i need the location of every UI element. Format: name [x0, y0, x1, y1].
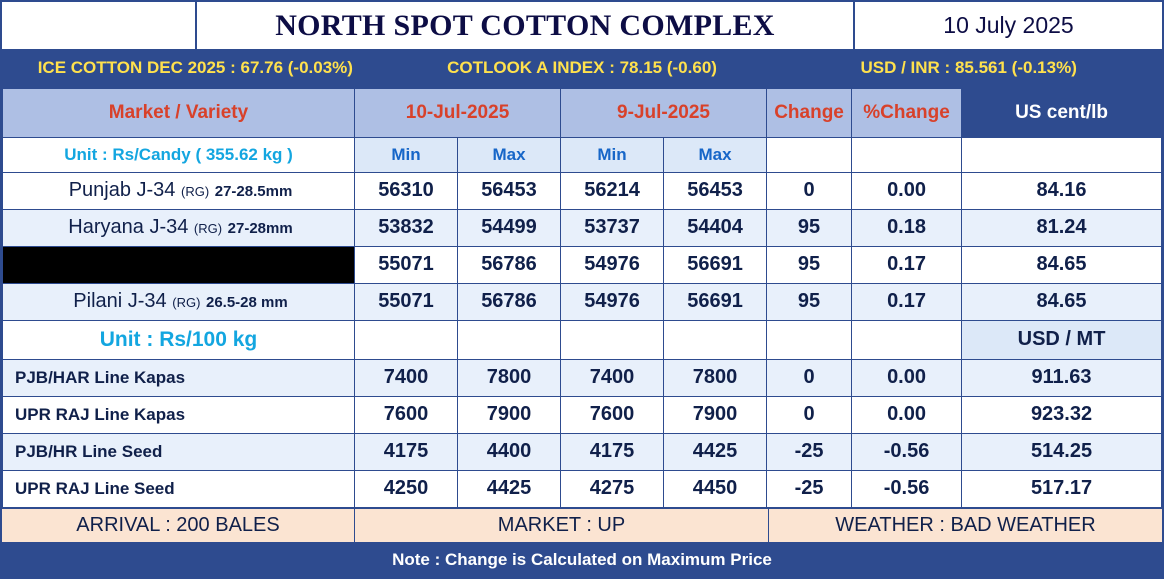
footer-note: Note : Change is Calculated on Maximum Price	[2, 542, 1162, 577]
col-market-variety: Market / Variety	[3, 88, 355, 137]
quote-usd-inr: USD / INR : 85.561 (-0.13%)	[860, 58, 1077, 78]
cell-pct-change: 0.18	[852, 209, 962, 246]
quote-ice-cotton: ICE COTTON DEC 2025 : 67.76 (-0.03%)	[37, 58, 353, 78]
status-weather: WEATHER : BAD WEATHER	[835, 513, 1096, 536]
cell-min-prev: 53737	[561, 209, 664, 246]
cell-change: -25	[767, 433, 852, 470]
cell-min-prev: 54976	[561, 246, 664, 283]
cell-pct-change: 0.17	[852, 246, 962, 283]
cell-min-prev: 7400	[561, 359, 664, 396]
subcol-blank-uscent	[962, 137, 1162, 172]
unit-blank-5	[767, 320, 852, 359]
cell-max-prev: 7900	[664, 396, 767, 433]
unit-row-rs100kg	[3, 320, 1162, 359]
cell-min-prev: 56214	[561, 172, 664, 209]
cell-min-prev: 4275	[561, 470, 664, 507]
cell-max-today: 54499	[458, 209, 561, 246]
unit-blank-1	[355, 320, 458, 359]
cell-max-prev: 54404	[664, 209, 767, 246]
unit-blank-2	[458, 320, 561, 359]
row-product-name: PJB/HR Line Seed	[3, 433, 355, 470]
cell-max-today: 56786	[458, 283, 561, 320]
cell-usd-mt: 517.17	[962, 470, 1162, 507]
cell-max-today: 7800	[458, 359, 561, 396]
cell-pct-change: -0.56	[852, 433, 962, 470]
cell-change: 95	[767, 246, 852, 283]
cell-max-today: 4400	[458, 433, 561, 470]
quote-cotlook-a-index: COTLOOK A INDEX : 78.15 (-0.60)	[447, 58, 717, 78]
row-product-name: PJB/HAR Line Kapas	[3, 359, 355, 396]
variety-grade: (RG)	[193, 221, 223, 237]
table-row	[3, 172, 1162, 209]
variety-label: Punjab J-34	[68, 179, 176, 202]
cell-us-cent: 84.65	[962, 246, 1162, 283]
cell-min-today: 4250	[355, 470, 458, 507]
cell-change: 0	[767, 172, 852, 209]
cell-us-cent: 84.16	[962, 172, 1162, 209]
col-date-today: 10-Jul-2025	[355, 88, 561, 137]
cell-min-prev: 54976	[561, 283, 664, 320]
cell-max-today: 7900	[458, 396, 561, 433]
variety-staple: 27-28.5mm	[214, 183, 293, 201]
table-row	[3, 433, 1162, 470]
cell-usd-mt: 911.63	[962, 359, 1162, 396]
title-bar	[2, 2, 1162, 51]
page-title: NORTH SPOT COTTON COMPLEX	[197, 2, 855, 49]
status-market: MARKET : UP	[355, 509, 769, 542]
cell-max-today: 56453	[458, 172, 561, 209]
table-header-row	[3, 88, 1162, 137]
cell-us-cent: 84.65	[962, 283, 1162, 320]
cell-usd-mt: 923.32	[962, 396, 1162, 433]
status-bar	[2, 508, 1162, 542]
unit-blank-6	[852, 320, 962, 359]
unit-candy-label: Unit : Rs/Candy ( 355.62 kg )	[3, 137, 355, 172]
cell-pct-change: 0.17	[852, 283, 962, 320]
cell-pct-change: 0.00	[852, 359, 962, 396]
price-table	[2, 88, 1162, 508]
cell-pct-change: 0.00	[852, 172, 962, 209]
variety-grade: (RG)	[181, 184, 210, 200]
table-row	[3, 470, 1162, 507]
title-left-spacer	[2, 2, 197, 49]
col-date-prev: 9-Jul-2025	[561, 88, 767, 137]
unit-blank-4	[664, 320, 767, 359]
cell-max-prev: 4425	[664, 433, 767, 470]
cell-min-today: 53832	[355, 209, 458, 246]
col-us-cent-lb: US cent/lb	[962, 88, 1162, 137]
variety-staple: 26.5-28 mm	[205, 294, 288, 312]
cell-min-today: 7400	[355, 359, 458, 396]
table-row	[3, 396, 1162, 433]
variety-grade: (RG)	[172, 295, 201, 311]
table-row	[3, 359, 1162, 396]
report-date: 10 July 2025	[855, 2, 1162, 49]
unit-usd-mt-label: USD / MT	[962, 320, 1162, 359]
cell-max-today: 56786	[458, 246, 561, 283]
cell-max-prev: 56691	[664, 283, 767, 320]
cell-max-prev: 7800	[664, 359, 767, 396]
row-product-name: UPR RAJ Line Kapas	[3, 396, 355, 433]
table-row-redacted	[3, 246, 1162, 283]
table-row	[3, 283, 1162, 320]
col-change: Change	[767, 88, 852, 137]
variety-label: Haryana J-34	[68, 216, 189, 239]
cell-min-today: 56310	[355, 172, 458, 209]
cell-change: 0	[767, 396, 852, 433]
cell-max-today: 4425	[458, 470, 561, 507]
cell-change: 0	[767, 359, 852, 396]
cell-change: -25	[767, 470, 852, 507]
subcol-max-prev: Max	[664, 137, 767, 172]
cell-usd-mt: 514.25	[962, 433, 1162, 470]
variety-label: Pilani J-34	[73, 290, 167, 313]
cell-us-cent: 81.24	[962, 209, 1162, 246]
subcol-blank-pct	[852, 137, 962, 172]
col-pct-change: %Change	[852, 88, 962, 137]
cell-pct-change: 0.00	[852, 396, 962, 433]
row-variety-name-redacted	[3, 246, 355, 283]
subcol-min-today: Min	[355, 137, 458, 172]
row-variety-name	[3, 283, 355, 320]
cell-max-prev: 56453	[664, 172, 767, 209]
subcol-blank-change	[767, 137, 852, 172]
cell-max-prev: 4450	[664, 470, 767, 507]
unit-blank-3	[561, 320, 664, 359]
row-variety-name	[3, 209, 355, 246]
cell-min-prev: 7600	[561, 396, 664, 433]
cell-min-today: 7600	[355, 396, 458, 433]
cell-pct-change: -0.56	[852, 470, 962, 507]
market-quotes-bar	[2, 51, 1162, 88]
row-variety-name	[3, 172, 355, 209]
status-arrival: ARRIVAL : 200 BALES	[2, 509, 355, 542]
subcol-max-today: Max	[458, 137, 561, 172]
cell-min-today: 4175	[355, 433, 458, 470]
row-product-name: UPR RAJ Line Seed	[3, 470, 355, 507]
cell-change: 95	[767, 209, 852, 246]
cell-min-prev: 4175	[561, 433, 664, 470]
cell-max-prev: 56691	[664, 246, 767, 283]
variety-staple: 27-28mm	[227, 220, 293, 238]
cell-min-today: 55071	[355, 283, 458, 320]
cell-change: 95	[767, 283, 852, 320]
cell-min-today: 55071	[355, 246, 458, 283]
table-subheader-row	[3, 137, 1162, 172]
unit-rs100kg-label: Unit : Rs/100 kg	[3, 320, 355, 359]
subcol-min-prev: Min	[561, 137, 664, 172]
table-row	[3, 209, 1162, 246]
